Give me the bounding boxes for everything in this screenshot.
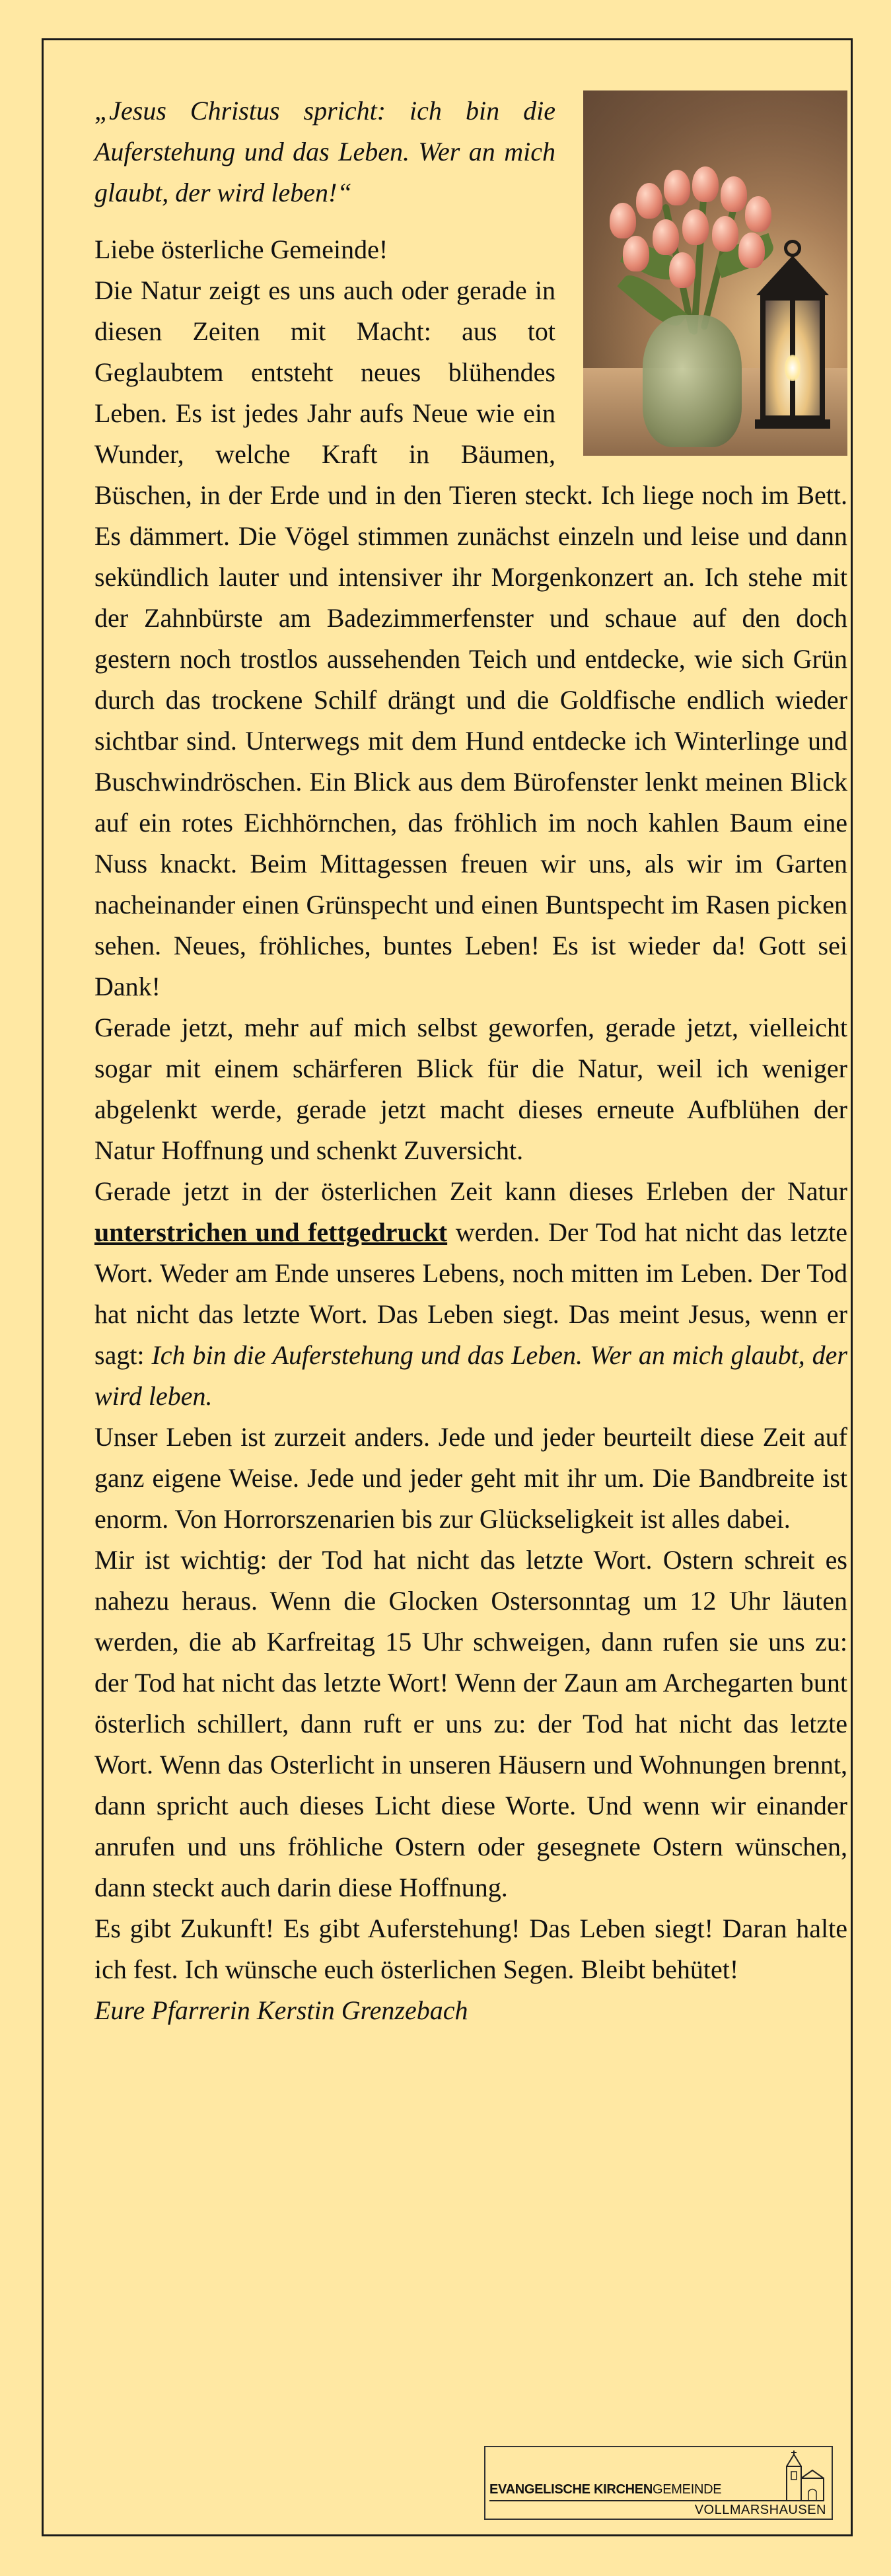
church-building-icon [779, 2451, 826, 2502]
paragraph-closing: Es gibt Zukunft! Es gibt Auferstehung! Das Leben siegt! Daran halte ich fest. Ich wünsche euch österlichen Segen. Bleibt behütet! [94, 1914, 847, 1984]
logo-text-bold: EVANGELISCHE KIRCHEN [489, 2482, 653, 2497]
paragraph-hope: Gerade jetzt, mehr auf mich selbst geworfen, gerade jetzt, vielleicht sogar mit einem schärferen Blick für die Natur, weil ich weniger abgelenkt werde, gerade jetzt macht dieses erneute Aufblühen der Natur Hoffnung und schenkt Zuversicht. [94, 1013, 847, 1165]
logo-divider [489, 2500, 820, 2501]
greeting: Liebe österliche Gemeinde! [94, 234, 388, 264]
church-logo [484, 2446, 833, 2520]
logo-text-regular: GEMEINDE [653, 2482, 722, 2497]
logo-place: VOLLMARSHAUSEN [694, 2503, 826, 2517]
letter-body [94, 90, 847, 2031]
signature: Eure Pfarrerin Kerstin Grenzebach [94, 1995, 468, 2025]
paragraph-life-now: Unser Leben ist zurzeit anders. Jede und jeder beurteilt diese Zeit auf ganz eigene Weise. Jede und jeder geht mit ihr um. Die Bandbreite ist enorm. Von Horrorszenarien bis zur Glückseligkeit ist alles dabei. [94, 1422, 847, 1534]
tulips-lantern-photo [583, 90, 847, 456]
easter-text-start: Gerade jetzt in der österlichen Zeit kann dieses Erleben der Natur [94, 1176, 847, 1206]
emphasis-text: unterstrichen und fettgedruckt [94, 1217, 448, 1247]
paragraph-nature: Die Natur zeigt es uns auch oder gerade in diesen Zeiten mit Macht: aus tot Geglaubtem entsteht neues blühendes Leben. Es ist jedes Jahr aufs Neue wie ein Wunder, welche Kraft in Bäumen, Büschen, in der Erde und in den Tieren steckt. Ich liege noch im Bett. Es dämmert. Die Vögel stimmen zunächst einzeln und leise und dann sekündlich lauter und intensiver ihr Morgenkonzert an. Ich stehe mit der Zahnbürste am Badezimmerfenster und schaue auf den doch gestern noch trostlos aussehenden Teich und entdecke, wie sich Grün durch das trockene Schilf drängt und die Goldfische endlich wieder sichtbar sind. Unterwegs mit dem Hund entdecke ich Winterlinge und Buschwindröschen. Ein Blick aus dem Bürofenster lenkt meinen Blick auf ein rotes Eichhörnchen, das fröhlich im noch kahlen Baum eine Nuss knackt. Beim Mittagessen freuen wir uns, als wir im Garten nacheinander einen Grünspecht und einen Buntspecht im Rasen picken sehen. Neues, fröhliches, buntes Leben! Es ist wieder da! Gott sei Dank! [94, 275, 847, 1001]
easter-text-middle: werden. Der Tod hat nicht das letzte Wort. Weder am Ende unseres Lebens, noch mitten im Leben. Der Tod hat nicht das letzte Wort. Das Leben siegt. Das meint Jesus, wenn er sagt: [94, 1217, 847, 1370]
paragraph-easter [94, 1171, 847, 1417]
lantern-icon [754, 256, 832, 427]
paragraph-last-word: Mir ist wichtig: der Tod hat nicht das letzte Wort. Ostern schreit es nahezu heraus. Wenn die Glocken Ostersonntag um 12 Uhr läuten werden, die ab Karfreitag 15 Uhr schweigen, dann rufen sie uns zu: der Tod hat nicht das letzte Wort! Wenn der Zaun am Archegarten bunt österlich schillert, dann ruft er uns zu: der Tod hat nicht das letzte Wort. Wenn das Osterlicht in unseren Häusern und Wohnungen brennt, dann spricht auch dieses Licht diese Worte. Und wenn wir einander anrufen und uns fröhliche Ostern oder gesegnete Ostern wünschen, dann steckt auch darin diese Hoffnung. [94, 1545, 847, 1902]
bible-quote: „Jesus Christus spricht: ich bin die Auferstehung und das Leben. Wer an mich glaubt, der wird leben!“ [94, 96, 555, 207]
jesus-quote: Ich bin die Auferstehung und das Leben. Wer an mich glaubt, der wird leben. [94, 1340, 847, 1411]
